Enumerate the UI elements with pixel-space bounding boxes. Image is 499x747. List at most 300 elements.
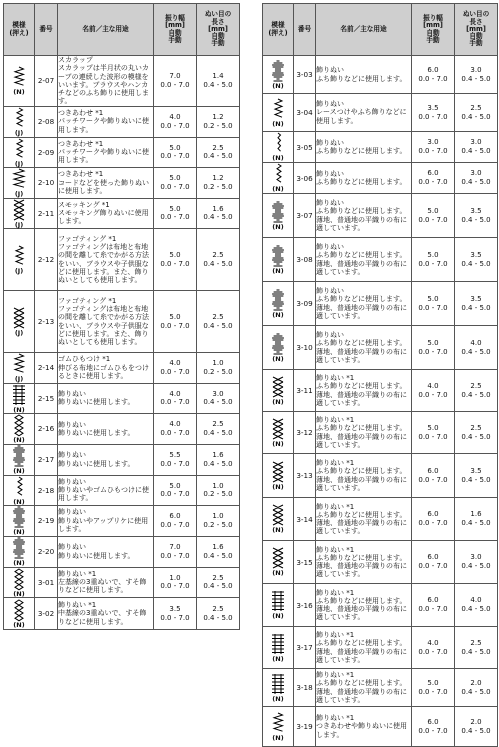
pattern-number: 3-03 bbox=[294, 56, 316, 94]
stitch-length bbox=[455, 370, 498, 412]
length-manual: 0.4 - 5.0 bbox=[203, 321, 233, 330]
table-row bbox=[263, 541, 498, 584]
patchwork-zigzag-icon bbox=[11, 138, 27, 160]
stitch-width bbox=[412, 163, 455, 194]
pattern-cell bbox=[263, 194, 294, 238]
length-auto: 3.0 bbox=[470, 65, 482, 74]
presser-foot-label: (N) bbox=[272, 694, 284, 703]
pattern-description bbox=[58, 475, 154, 506]
length-manual: 0.4 - 5.0 bbox=[203, 613, 233, 622]
stitch-width bbox=[154, 198, 197, 229]
honeycomb-stitch-icon bbox=[270, 461, 286, 483]
width-auto: 4.0 bbox=[169, 420, 181, 428]
width-auto: 5.0 bbox=[169, 174, 181, 182]
stitch-width bbox=[412, 370, 455, 412]
length-auto: 1.6 bbox=[212, 542, 224, 551]
pattern-cell bbox=[263, 454, 294, 498]
stitch-width bbox=[412, 132, 455, 163]
stitch-width bbox=[154, 106, 197, 137]
description-text: 飾りぬい ふち飾りなどに使用します。 bbox=[316, 169, 407, 186]
length-auto: 1.2 bbox=[212, 174, 224, 182]
width-manual: 0.0 - 7.0 bbox=[160, 551, 190, 560]
length-auto: 2.5 bbox=[470, 638, 482, 647]
presser-foot-label: (N) bbox=[272, 354, 284, 363]
pattern-description bbox=[58, 536, 154, 567]
width-auto: 6.0 bbox=[427, 553, 439, 562]
pattern-description bbox=[58, 137, 154, 168]
table-row bbox=[263, 412, 498, 454]
length-manual: 0.2 - 5.0 bbox=[203, 520, 233, 529]
pattern-cell bbox=[263, 370, 294, 412]
width-manual: 0.0 - 7.0 bbox=[160, 613, 190, 622]
stitch-length bbox=[197, 414, 240, 445]
length-auto: 3.5 bbox=[470, 466, 482, 475]
pattern-number: 2-15 bbox=[35, 383, 58, 414]
presser-foot-label: (N) bbox=[13, 88, 25, 96]
pattern-description bbox=[58, 444, 154, 475]
length-manual: 0.4 - 5.0 bbox=[461, 390, 491, 399]
length-auto: 2.5 bbox=[212, 420, 224, 428]
pattern-description bbox=[316, 498, 412, 541]
bead-stitch-small-icon bbox=[11, 568, 27, 590]
pattern-cell bbox=[4, 137, 35, 168]
pattern-description bbox=[316, 627, 412, 669]
table-row bbox=[263, 370, 498, 412]
zigzag-cross-icon bbox=[270, 547, 286, 569]
stitch-width bbox=[412, 707, 455, 747]
width-manual: 0.0 - 7.0 bbox=[160, 582, 190, 591]
width-manual: 0.0 - 7.0 bbox=[418, 215, 448, 224]
pattern-cell bbox=[263, 584, 294, 627]
width-auto: 6.0 bbox=[169, 512, 181, 520]
width-auto: 7.0 bbox=[169, 542, 181, 551]
pattern-cell bbox=[4, 567, 35, 598]
table-row bbox=[263, 669, 498, 707]
length-auto: 1.0 bbox=[212, 481, 224, 490]
stitch-length bbox=[197, 567, 240, 598]
pattern-description bbox=[316, 56, 412, 94]
description-text: 飾りぬい 飾りぬいやアップリケに使用します。 bbox=[58, 508, 149, 533]
presser-foot-label: (N) bbox=[272, 119, 284, 128]
pattern-number: 3-09 bbox=[294, 282, 316, 326]
header-name: 名前／主な用途 bbox=[58, 4, 154, 56]
width-manual: 0.0 - 7.0 bbox=[160, 182, 190, 191]
length-manual: 0.4 - 5.0 bbox=[461, 687, 491, 696]
width-auto: 5.0 bbox=[169, 481, 181, 490]
pattern-cell bbox=[263, 707, 294, 747]
width-auto: 5.0 bbox=[427, 250, 439, 259]
pattern-cell bbox=[4, 536, 35, 567]
pattern-cell bbox=[263, 238, 294, 282]
stitch-length bbox=[455, 707, 498, 747]
table-row bbox=[263, 56, 498, 94]
stitch-length bbox=[455, 669, 498, 707]
description-text: 飾りぬい ふち飾りなどに使用します。 薄地、普通地の平織りの布に適しています。 bbox=[316, 199, 407, 232]
table-row bbox=[263, 94, 498, 132]
table-row bbox=[4, 475, 240, 506]
pattern-description bbox=[58, 506, 154, 537]
elastic-stitch-icon bbox=[11, 353, 27, 375]
stitch-length bbox=[197, 56, 240, 107]
table-row bbox=[263, 282, 498, 326]
smocking-stitch-icon bbox=[11, 199, 27, 221]
presser-foot-label: (N) bbox=[13, 466, 25, 475]
stitch-length bbox=[455, 498, 498, 541]
table-row bbox=[263, 707, 498, 747]
description-text: 飾りぬい ふち飾りなどに使用します。 bbox=[316, 138, 407, 155]
pattern-description bbox=[316, 454, 412, 498]
presser-foot-label: (N) bbox=[272, 266, 284, 275]
length-auto: 1.6 bbox=[212, 450, 224, 459]
width-manual: 0.0 - 7.0 bbox=[418, 562, 448, 570]
table-row bbox=[263, 163, 498, 194]
pattern-number: 3-15 bbox=[294, 541, 316, 584]
width-manual: 0.0 - 7.0 bbox=[418, 303, 448, 312]
patchwork-stitch-icon bbox=[11, 107, 27, 129]
length-auto: 2.5 bbox=[212, 250, 224, 259]
presser-foot-label: (N) bbox=[272, 654, 284, 663]
pattern-description bbox=[316, 282, 412, 326]
width-auto: 5.0 bbox=[427, 206, 439, 215]
table-row bbox=[263, 238, 498, 282]
pattern-number: 2-17 bbox=[35, 444, 58, 475]
length-manual: 0.4 - 5.0 bbox=[461, 347, 491, 356]
header-row bbox=[263, 4, 498, 56]
width-auto: 6.0 bbox=[427, 717, 439, 726]
pattern-cell bbox=[263, 412, 294, 454]
double-cross-icon bbox=[270, 418, 286, 440]
length-auto: 2.0 bbox=[470, 717, 482, 726]
length-manual: 0.4 - 5.0 bbox=[203, 213, 233, 222]
presser-foot-label: (J) bbox=[14, 266, 24, 275]
description-text: 飾りぬい ふち飾りなどに使用します。 bbox=[316, 66, 407, 83]
stitch-length bbox=[455, 238, 498, 282]
pattern-cell bbox=[4, 198, 35, 229]
pattern-cell bbox=[4, 353, 35, 384]
description-text: 飾りぬい 飾りぬいに使用します。 bbox=[58, 451, 135, 468]
presser-foot-label: (N) bbox=[272, 612, 284, 621]
stitch-width bbox=[154, 383, 197, 414]
presser-foot-label: (N) bbox=[272, 154, 284, 163]
description-text: 飾りぬい *1 ふち飾りなどに使用します。 薄地、普通地の平織りの布に適しています。 bbox=[316, 459, 407, 492]
stitch-width bbox=[154, 353, 197, 384]
length-auto: 2.5 bbox=[212, 604, 224, 613]
width-manual: 0.0 - 7.0 bbox=[160, 428, 190, 437]
length-auto: 3.0 bbox=[470, 138, 482, 147]
width-manual: 0.0 - 7.0 bbox=[418, 647, 448, 656]
header-width: 振り幅 [mm] 自動 手動 bbox=[154, 4, 197, 56]
length-manual: 0.4 - 5.0 bbox=[461, 562, 491, 570]
length-auto: 1.0 bbox=[212, 359, 224, 367]
stitch-width bbox=[412, 194, 455, 238]
star-stitch-icon bbox=[270, 163, 286, 185]
width-manual: 0.0 - 7.0 bbox=[418, 475, 448, 484]
pattern-description bbox=[316, 584, 412, 627]
length-manual: 0.4 - 5.0 bbox=[203, 80, 233, 89]
presser-foot-label: (N) bbox=[272, 222, 284, 231]
stitch-length bbox=[197, 137, 240, 168]
pattern-description bbox=[316, 94, 412, 132]
scroll-satin-icon bbox=[270, 289, 286, 311]
stitch-width bbox=[412, 238, 455, 282]
stitch-width bbox=[154, 168, 197, 199]
table-row bbox=[263, 326, 498, 370]
length-manual: 0.4 - 5.0 bbox=[461, 74, 491, 83]
length-auto: 1.4 bbox=[212, 72, 224, 80]
pattern-number: 3-19 bbox=[294, 707, 316, 747]
length-auto: 3.5 bbox=[470, 294, 482, 303]
stitch-table-right bbox=[262, 3, 498, 747]
width-auto: 5.0 bbox=[169, 143, 181, 152]
pattern-number: 3-08 bbox=[294, 238, 316, 282]
pattern-description bbox=[58, 229, 154, 291]
stitch-length bbox=[455, 132, 498, 163]
pattern-number: 2-11 bbox=[35, 198, 58, 229]
width-manual: 0.0 - 7.0 bbox=[160, 152, 190, 161]
bead-stitch-center-icon bbox=[11, 599, 27, 621]
pattern-cell bbox=[4, 414, 35, 445]
stitch-length bbox=[197, 229, 240, 291]
width-manual: 0.0 - 7.0 bbox=[160, 520, 190, 529]
pattern-number: 3-10 bbox=[294, 326, 316, 370]
pattern-description bbox=[316, 412, 412, 454]
pattern-number: 3-07 bbox=[294, 194, 316, 238]
pattern-cell bbox=[263, 326, 294, 370]
table-row bbox=[4, 414, 240, 445]
length-manual: 0.4 - 5.0 bbox=[203, 551, 233, 560]
pattern-description bbox=[316, 707, 412, 747]
length-auto: 1.6 bbox=[470, 510, 482, 519]
pattern-description bbox=[316, 163, 412, 194]
width-manual: 0.0 - 7.0 bbox=[418, 390, 448, 399]
width-manual: 0.0 - 7.0 bbox=[160, 321, 190, 330]
stitch-width bbox=[412, 326, 455, 370]
pattern-cell bbox=[4, 106, 35, 137]
pattern-number: 3-04 bbox=[294, 94, 316, 132]
length-manual: 0.4 - 5.0 bbox=[203, 259, 233, 268]
stitch-width bbox=[412, 627, 455, 669]
width-auto: 4.0 bbox=[169, 359, 181, 367]
pattern-cell bbox=[4, 168, 35, 199]
width-manual: 0.0 - 7.0 bbox=[418, 74, 448, 83]
pattern-description bbox=[316, 370, 412, 412]
pattern-cell bbox=[4, 56, 35, 107]
ladder-stitch-icon bbox=[11, 384, 27, 406]
description-text: 飾りぬい *1 つきあわせや飾りぬいに使用します。 bbox=[316, 714, 407, 739]
presser-foot-label: (N) bbox=[272, 397, 284, 406]
description-text: 飾りぬい 飾りぬいに使用します。 bbox=[58, 420, 135, 437]
pattern-number: 2-19 bbox=[35, 506, 58, 537]
pattern-number: 3-16 bbox=[294, 584, 316, 627]
pattern-cell bbox=[263, 627, 294, 669]
stitch-length bbox=[455, 584, 498, 627]
width-manual: 0.0 - 7.0 bbox=[418, 432, 448, 441]
width-manual: 0.0 - 7.0 bbox=[160, 367, 190, 376]
pattern-cell bbox=[263, 132, 294, 163]
presser-foot-label: (J) bbox=[14, 220, 24, 229]
description-text: ファゴティング *1 ファゴティングは布地と布地の間を離して糸でかがる方法をいい、ブラウスや子供服などに使用します。また、飾りぬいとしても使用します。 bbox=[58, 234, 149, 284]
pattern-description bbox=[316, 194, 412, 238]
length-auto: 4.0 bbox=[470, 596, 482, 605]
width-auto: 5.0 bbox=[427, 338, 439, 347]
header-foot: 模様 (押え) bbox=[4, 4, 35, 56]
width-auto: 6.0 bbox=[427, 169, 439, 178]
length-manual: 0.4 - 5.0 bbox=[461, 303, 491, 312]
stitch-length bbox=[197, 198, 240, 229]
stitch-width bbox=[154, 414, 197, 445]
pattern-cell bbox=[263, 282, 294, 326]
stitch-width bbox=[154, 56, 197, 107]
stitch-width bbox=[154, 598, 197, 630]
pattern-description bbox=[58, 598, 154, 630]
width-auto: 3.0 bbox=[427, 138, 439, 147]
pattern-number: 3-17 bbox=[294, 627, 316, 669]
wave-satin-icon bbox=[11, 537, 27, 559]
description-text: つきあわせ *1 パッチワークや飾りぬいに使用します。 bbox=[58, 109, 149, 134]
stitch-length bbox=[197, 168, 240, 199]
pattern-description bbox=[58, 567, 154, 598]
width-auto: 5.0 bbox=[169, 204, 181, 213]
pattern-number: 3-01 bbox=[35, 567, 58, 598]
length-manual: 0.4 - 5.0 bbox=[461, 475, 491, 484]
table-row bbox=[4, 56, 240, 107]
length-auto: 3.0 bbox=[212, 389, 224, 398]
description-text: スカラップ スカラップは半月状の丸いカーブの連続した波形の模様をいいます。ブラウスやハンカチなどのふち飾りに使用します。 bbox=[58, 56, 149, 106]
stitch-length bbox=[197, 353, 240, 384]
description-text: ゴムひもつけ *1 伸びる布地にゴムひもをつけるときに使用します。 bbox=[58, 355, 149, 380]
pattern-cell bbox=[4, 444, 35, 475]
lace-comb-icon bbox=[270, 98, 286, 120]
width-manual: 0.0 - 7.0 bbox=[160, 80, 190, 89]
width-auto: 5.0 bbox=[427, 294, 439, 303]
pattern-number: 2-18 bbox=[35, 475, 58, 506]
table-row bbox=[4, 137, 240, 168]
stitch-width bbox=[412, 541, 455, 584]
cord-couching-icon bbox=[11, 168, 27, 190]
pattern-description bbox=[58, 168, 154, 199]
width-manual: 0.0 - 7.0 bbox=[418, 112, 448, 121]
stitch-length bbox=[455, 163, 498, 194]
pattern-cell bbox=[4, 383, 35, 414]
pattern-number: 3-14 bbox=[294, 498, 316, 541]
stitch-length bbox=[197, 598, 240, 630]
width-auto: 4.0 bbox=[427, 638, 439, 647]
stitch-length bbox=[455, 541, 498, 584]
table-row bbox=[4, 567, 240, 598]
stitch-width bbox=[154, 567, 197, 598]
presser-foot-label: (J) bbox=[14, 159, 24, 168]
length-manual: 0.4 - 5.0 bbox=[461, 647, 491, 656]
pattern-cell bbox=[4, 475, 35, 506]
table-row bbox=[263, 584, 498, 627]
stitch-length bbox=[455, 326, 498, 370]
length-manual: 0.4 - 5.0 bbox=[461, 215, 491, 224]
width-manual: 0.0 - 7.0 bbox=[160, 213, 190, 222]
presser-foot-label: (N) bbox=[272, 526, 284, 535]
width-manual: 0.0 - 7.0 bbox=[160, 459, 190, 468]
pattern-description bbox=[58, 56, 154, 107]
pattern-description bbox=[58, 198, 154, 229]
stitch-length bbox=[197, 536, 240, 567]
header-length: ぬい目の 長さ [mm] 自動 手動 bbox=[455, 4, 498, 56]
cross-bar-stitch-icon bbox=[270, 504, 286, 526]
stitch-table-left bbox=[3, 3, 240, 630]
oval-satin-icon bbox=[270, 201, 286, 223]
width-manual: 0.0 - 7.0 bbox=[418, 687, 448, 696]
width-manual: 0.0 - 7.0 bbox=[160, 259, 190, 268]
header-width: 振り幅 [mm] 自動 手動 bbox=[412, 4, 455, 56]
pattern-cell bbox=[263, 163, 294, 194]
table-row bbox=[263, 627, 498, 669]
pattern-number: 2-20 bbox=[35, 536, 58, 567]
stitch-width bbox=[412, 584, 455, 627]
description-text: つきあわせ *1 コードなどを使った飾りぬいに使用します。 bbox=[58, 170, 149, 195]
presser-foot-label: (N) bbox=[272, 569, 284, 578]
fagoting-stitch-icon bbox=[11, 245, 27, 267]
description-text: 飾りぬい *1 ふち飾りなどに使用します。 薄地、普通地の平織りの布に適しています。 bbox=[316, 545, 407, 579]
length-auto: 2.5 bbox=[470, 381, 482, 390]
pattern-description bbox=[58, 383, 154, 414]
length-manual: 0.4 - 5.0 bbox=[461, 259, 491, 268]
table-row bbox=[263, 132, 498, 163]
scallop-stitch-icon bbox=[11, 66, 27, 88]
tree-stitch-icon bbox=[270, 590, 286, 612]
table-row bbox=[4, 291, 240, 353]
width-auto: 6.0 bbox=[427, 466, 439, 475]
pattern-description bbox=[316, 669, 412, 707]
width-auto: 4.0 bbox=[427, 381, 439, 390]
description-text: 飾りぬい ふち飾りなどに使用します。 薄地、普通地の平織りの布に適しています。 bbox=[316, 331, 407, 364]
presser-foot-label: (J) bbox=[14, 190, 24, 198]
length-auto: 1.6 bbox=[212, 204, 224, 213]
length-auto: 3.5 bbox=[470, 206, 482, 215]
width-manual: 0.0 - 7.0 bbox=[418, 178, 448, 186]
cross-chain-icon bbox=[270, 376, 286, 398]
pattern-number: 3-06 bbox=[294, 163, 316, 194]
length-manual: 0.4 - 5.0 bbox=[203, 582, 233, 591]
table-row bbox=[263, 454, 498, 498]
description-text: 飾りぬい ふち飾りなどに使用します。 薄地、普通地の平織りの布に適しています。 bbox=[316, 287, 407, 320]
description-text: スモッキング *1 スモッキング飾りぬいに使用します。 bbox=[58, 200, 149, 226]
description-text: 飾りぬい 飾りぬいに使用します。 bbox=[58, 543, 135, 560]
width-auto: 4.0 bbox=[169, 389, 181, 398]
width-auto: 6.0 bbox=[427, 510, 439, 519]
description-text: ファゴティング *1 ファゴティングは布地と布地の間を離して糸でかがる方法をいい、ブラウスや子供服などに使用します。また、飾りぬいとしても使用します。 bbox=[58, 296, 149, 346]
pattern-cell bbox=[4, 229, 35, 291]
stitch-width bbox=[154, 506, 197, 537]
stitch-width bbox=[412, 94, 455, 132]
stitch-length bbox=[455, 454, 498, 498]
dot-satin-icon bbox=[270, 245, 286, 267]
pattern-number: 2-08 bbox=[35, 106, 58, 137]
table-row bbox=[4, 506, 240, 537]
block-satin-icon bbox=[270, 333, 286, 355]
width-auto: 5.0 bbox=[169, 312, 181, 321]
width-manual: 0.0 - 7.0 bbox=[418, 726, 448, 735]
stitch-length bbox=[455, 627, 498, 669]
pattern-description bbox=[58, 291, 154, 353]
length-manual: 0.4 - 5.0 bbox=[203, 398, 233, 407]
length-manual: 0.2 - 5.0 bbox=[203, 182, 233, 191]
width-auto: 3.5 bbox=[169, 604, 181, 613]
width-auto: 5.0 bbox=[427, 678, 439, 687]
satin-ribbon-icon bbox=[11, 445, 27, 467]
length-manual: 0.4 - 5.0 bbox=[461, 147, 491, 155]
stitch-length bbox=[455, 282, 498, 326]
table-row bbox=[4, 353, 240, 384]
stitch-length bbox=[197, 506, 240, 537]
length-auto: 2.5 bbox=[212, 573, 224, 582]
